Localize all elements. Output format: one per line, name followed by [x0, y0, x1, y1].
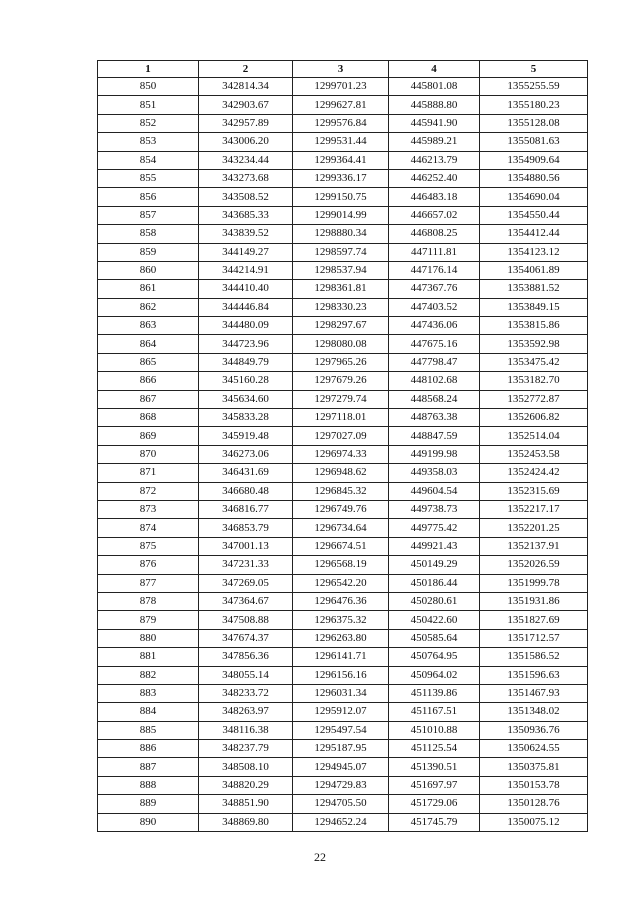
table-cell: 1352217.17 [480, 500, 588, 518]
table-row [98, 684, 588, 702]
table-cell: 886 [98, 740, 199, 758]
table-cell: 451745.79 [389, 813, 480, 831]
table-cell: 1350128.76 [480, 795, 588, 813]
table-cell: 1350075.12 [480, 813, 588, 831]
table-cell: 347364.67 [199, 592, 293, 610]
table-row [98, 795, 588, 813]
table-cell: 447436.06 [389, 317, 480, 335]
table-cell: 1351348.02 [480, 703, 588, 721]
table-row [98, 243, 588, 261]
table-cell: 451010.88 [389, 721, 480, 739]
table-cell: 1354690.04 [480, 188, 588, 206]
table-cell: 1352137.91 [480, 537, 588, 555]
table-cell: 1295912.07 [293, 703, 389, 721]
table-cell: 1355255.59 [480, 78, 588, 96]
table-row [98, 482, 588, 500]
table-cell: 348237.79 [199, 740, 293, 758]
table-cell: 1299014.99 [293, 206, 389, 224]
table-cell: 859 [98, 243, 199, 261]
column-header-1: 1 [98, 61, 199, 78]
table-row [98, 666, 588, 684]
table-row [98, 78, 588, 96]
table-cell: 1355128.08 [480, 114, 588, 132]
table-cell: 445989.21 [389, 133, 480, 151]
table-cell: 1351712.57 [480, 629, 588, 647]
table-cell: 877 [98, 574, 199, 592]
table-cell: 348851.90 [199, 795, 293, 813]
table-row [98, 648, 588, 666]
table-cell: 447111.81 [389, 243, 480, 261]
table-cell: 342957.89 [199, 114, 293, 132]
coordinates-table [97, 60, 588, 832]
table-cell: 344410.40 [199, 280, 293, 298]
table-cell: 448763.38 [389, 409, 480, 427]
table-cell: 343234.44 [199, 151, 293, 169]
table-cell: 1296476.36 [293, 592, 389, 610]
table-cell: 348869.80 [199, 813, 293, 831]
table-cell: 871 [98, 464, 199, 482]
table-cell: 852 [98, 114, 199, 132]
table-cell: 445888.80 [389, 96, 480, 114]
table-cell: 1354880.56 [480, 169, 588, 187]
table-cell: 450764.95 [389, 648, 480, 666]
table-row [98, 500, 588, 518]
table-cell: 342903.67 [199, 96, 293, 114]
table-cell: 885 [98, 721, 199, 739]
table-cell: 1296734.64 [293, 519, 389, 537]
table-cell: 1294729.83 [293, 776, 389, 794]
table-cell: 1297027.09 [293, 427, 389, 445]
table-cell: 1353849.15 [480, 298, 588, 316]
table-cell: 450585.64 [389, 629, 480, 647]
table-cell: 445941.90 [389, 114, 480, 132]
table-cell: 1298080.08 [293, 335, 389, 353]
table-cell: 878 [98, 592, 199, 610]
table-cell: 1294945.07 [293, 758, 389, 776]
table-cell: 1352026.59 [480, 556, 588, 574]
table-row [98, 519, 588, 537]
table-cell: 447367.76 [389, 280, 480, 298]
table-cell: 450186.44 [389, 574, 480, 592]
table-cell: 345919.48 [199, 427, 293, 445]
table-cell: 344480.09 [199, 317, 293, 335]
table-cell: 346816.77 [199, 500, 293, 518]
table-cell: 446657.02 [389, 206, 480, 224]
table-cell: 865 [98, 353, 199, 371]
table-cell: 346431.69 [199, 464, 293, 482]
table-cell: 1296948.62 [293, 464, 389, 482]
table-row [98, 261, 588, 279]
table-cell: 880 [98, 629, 199, 647]
table-cell: 448847.59 [389, 427, 480, 445]
table-cell: 1299336.17 [293, 169, 389, 187]
table-cell: 1299364.41 [293, 151, 389, 169]
table-cell: 1299531.44 [293, 133, 389, 151]
table-cell: 348508.10 [199, 758, 293, 776]
table-cell: 872 [98, 482, 199, 500]
table-cell: 1350153.78 [480, 776, 588, 794]
table-row [98, 813, 588, 831]
table-cell: 448568.24 [389, 390, 480, 408]
table-cell: 1298361.81 [293, 280, 389, 298]
table-row [98, 96, 588, 114]
table-cell: 1296568.19 [293, 556, 389, 574]
table-cell: 866 [98, 372, 199, 390]
table-cell: 1299150.75 [293, 188, 389, 206]
table-cell: 348233.72 [199, 684, 293, 702]
table-cell: 447403.52 [389, 298, 480, 316]
table-body [98, 78, 588, 832]
column-header-4: 4 [389, 61, 480, 78]
table-cell: 855 [98, 169, 199, 187]
table-cell: 1355180.23 [480, 96, 588, 114]
table-cell: 1355081.63 [480, 133, 588, 151]
table-cell: 1351586.52 [480, 648, 588, 666]
table-cell: 850 [98, 78, 199, 96]
table-cell: 447798.47 [389, 353, 480, 371]
table-cell: 343006.20 [199, 133, 293, 151]
table-cell: 1296974.33 [293, 445, 389, 463]
table-cell: 889 [98, 795, 199, 813]
table-row [98, 317, 588, 335]
table-cell: 449358.03 [389, 464, 480, 482]
table-row [98, 206, 588, 224]
table-cell: 1297679.26 [293, 372, 389, 390]
table-row [98, 445, 588, 463]
column-header-5: 5 [480, 61, 588, 78]
table-cell: 451697.97 [389, 776, 480, 794]
table-cell: 857 [98, 206, 199, 224]
table-cell: 864 [98, 335, 199, 353]
table-cell: 861 [98, 280, 199, 298]
table-cell: 879 [98, 611, 199, 629]
table-cell: 342814.34 [199, 78, 293, 96]
table-cell: 446808.25 [389, 225, 480, 243]
table-cell: 344446.84 [199, 298, 293, 316]
table-cell: 347269.05 [199, 574, 293, 592]
table-row [98, 133, 588, 151]
table-cell: 1295187.95 [293, 740, 389, 758]
table-cell: 1350624.55 [480, 740, 588, 758]
table-cell: 884 [98, 703, 199, 721]
table-row [98, 114, 588, 132]
table-cell: 1297965.26 [293, 353, 389, 371]
table-cell: 1294705.50 [293, 795, 389, 813]
table-cell: 344723.96 [199, 335, 293, 353]
table-cell: 450149.29 [389, 556, 480, 574]
table-cell: 856 [98, 188, 199, 206]
table-row [98, 537, 588, 555]
table-header-row [98, 61, 588, 78]
table-cell: 343273.68 [199, 169, 293, 187]
column-header-3: 3 [293, 61, 389, 78]
table-row [98, 574, 588, 592]
table-cell: 1351999.78 [480, 574, 588, 592]
table-row [98, 390, 588, 408]
table-cell: 347674.37 [199, 629, 293, 647]
table-cell: 868 [98, 409, 199, 427]
table-cell: 343508.52 [199, 188, 293, 206]
table-cell: 1298597.74 [293, 243, 389, 261]
table-cell: 1299576.84 [293, 114, 389, 132]
table-cell: 1352772.87 [480, 390, 588, 408]
table-cell: 348263.97 [199, 703, 293, 721]
table-cell: 883 [98, 684, 199, 702]
table-row [98, 335, 588, 353]
table-row [98, 758, 588, 776]
table-cell: 449199.98 [389, 445, 480, 463]
table-cell: 1354123.12 [480, 243, 588, 261]
table-cell: 445801.08 [389, 78, 480, 96]
table-cell: 348116.38 [199, 721, 293, 739]
table-cell: 1294652.24 [293, 813, 389, 831]
table-cell: 887 [98, 758, 199, 776]
table-cell: 854 [98, 151, 199, 169]
table-cell: 449738.73 [389, 500, 480, 518]
table-cell: 347001.13 [199, 537, 293, 555]
table-cell: 869 [98, 427, 199, 445]
table-cell: 874 [98, 519, 199, 537]
table-cell: 1351467.93 [480, 684, 588, 702]
table-cell: 862 [98, 298, 199, 316]
table-cell: 1299701.23 [293, 78, 389, 96]
table-cell: 1353592.98 [480, 335, 588, 353]
table-cell: 1298537.94 [293, 261, 389, 279]
table-cell: 1296375.32 [293, 611, 389, 629]
table-cell: 345634.60 [199, 390, 293, 408]
table-row [98, 353, 588, 371]
table-cell: 1299627.81 [293, 96, 389, 114]
table-cell: 1296845.32 [293, 482, 389, 500]
table-cell: 863 [98, 317, 199, 335]
table-row [98, 611, 588, 629]
table-row [98, 740, 588, 758]
table-row [98, 298, 588, 316]
table-cell: 343839.52 [199, 225, 293, 243]
table-cell: 448102.68 [389, 372, 480, 390]
table-cell: 343685.33 [199, 206, 293, 224]
table-cell: 450280.61 [389, 592, 480, 610]
table-cell: 345833.28 [199, 409, 293, 427]
table-cell: 1353815.86 [480, 317, 588, 335]
table-cell: 1296542.20 [293, 574, 389, 592]
table-cell: 888 [98, 776, 199, 794]
table-cell: 1351931.86 [480, 592, 588, 610]
table-row [98, 776, 588, 794]
table-row [98, 151, 588, 169]
table-cell: 1352315.69 [480, 482, 588, 500]
table-row [98, 169, 588, 187]
table-cell: 449921.43 [389, 537, 480, 555]
table-cell: 1351827.69 [480, 611, 588, 629]
table-cell: 1296749.76 [293, 500, 389, 518]
table-row [98, 225, 588, 243]
table-cell: 882 [98, 666, 199, 684]
table-cell: 450422.60 [389, 611, 480, 629]
table-row [98, 464, 588, 482]
table-cell: 873 [98, 500, 199, 518]
table-cell: 449775.42 [389, 519, 480, 537]
table-cell: 451167.51 [389, 703, 480, 721]
table-cell: 1298297.67 [293, 317, 389, 335]
table-row [98, 556, 588, 574]
table-row [98, 372, 588, 390]
page-number: 22 [314, 850, 326, 864]
table-cell: 347231.33 [199, 556, 293, 574]
table-row [98, 188, 588, 206]
table-cell: 1297118.01 [293, 409, 389, 427]
table-cell: 853 [98, 133, 199, 151]
table-row [98, 592, 588, 610]
table-cell: 345160.28 [199, 372, 293, 390]
table-row [98, 721, 588, 739]
table-cell: 1296141.71 [293, 648, 389, 666]
table-cell: 876 [98, 556, 199, 574]
table-cell: 1296156.16 [293, 666, 389, 684]
table-cell: 1354061.89 [480, 261, 588, 279]
table-cell: 881 [98, 648, 199, 666]
table-cell: 446252.40 [389, 169, 480, 187]
table-cell: 346273.06 [199, 445, 293, 463]
table-cell: 1353881.52 [480, 280, 588, 298]
table-cell: 867 [98, 390, 199, 408]
table-cell: 344849.79 [199, 353, 293, 371]
table-row [98, 280, 588, 298]
table-cell: 446213.79 [389, 151, 480, 169]
table-cell: 860 [98, 261, 199, 279]
table-cell: 447675.16 [389, 335, 480, 353]
table-cell: 1297279.74 [293, 390, 389, 408]
table-cell: 450964.02 [389, 666, 480, 684]
table-cell: 1296031.34 [293, 684, 389, 702]
table-cell: 451390.51 [389, 758, 480, 776]
table-cell: 346680.48 [199, 482, 293, 500]
column-header-2: 2 [199, 61, 293, 78]
table-cell: 1296263.80 [293, 629, 389, 647]
table-cell: 348055.14 [199, 666, 293, 684]
table-row [98, 427, 588, 445]
table-cell: 1352424.42 [480, 464, 588, 482]
table-cell: 346853.79 [199, 519, 293, 537]
table-row [98, 703, 588, 721]
table-cell: 1354412.44 [480, 225, 588, 243]
table-cell: 344214.91 [199, 261, 293, 279]
table-cell: 870 [98, 445, 199, 463]
table-cell: 1352453.58 [480, 445, 588, 463]
table-cell: 1352514.04 [480, 427, 588, 445]
table-cell: 1350936.76 [480, 721, 588, 739]
table-cell: 449604.54 [389, 482, 480, 500]
table-cell: 875 [98, 537, 199, 555]
table-cell: 451729.06 [389, 795, 480, 813]
table-cell: 1353182.70 [480, 372, 588, 390]
table-cell: 451125.54 [389, 740, 480, 758]
table-cell: 1296674.51 [293, 537, 389, 555]
table-cell: 1353475.42 [480, 353, 588, 371]
table-cell: 1352201.25 [480, 519, 588, 537]
table-cell: 344149.27 [199, 243, 293, 261]
table-row [98, 629, 588, 647]
table-cell: 347508.88 [199, 611, 293, 629]
table-cell: 446483.18 [389, 188, 480, 206]
table-cell: 1295497.54 [293, 721, 389, 739]
table-cell: 1350375.81 [480, 758, 588, 776]
table-cell: 1354550.44 [480, 206, 588, 224]
table-row [98, 409, 588, 427]
table-cell: 1354909.64 [480, 151, 588, 169]
table-cell: 1298330.23 [293, 298, 389, 316]
table-cell: 347856.36 [199, 648, 293, 666]
table-cell: 1351596.63 [480, 666, 588, 684]
table-cell: 447176.14 [389, 261, 480, 279]
table-cell: 451139.86 [389, 684, 480, 702]
table-cell: 858 [98, 225, 199, 243]
table-cell: 1298880.34 [293, 225, 389, 243]
table-cell: 1352606.82 [480, 409, 588, 427]
table-cell: 851 [98, 96, 199, 114]
table-cell: 348820.29 [199, 776, 293, 794]
table-cell: 890 [98, 813, 199, 831]
